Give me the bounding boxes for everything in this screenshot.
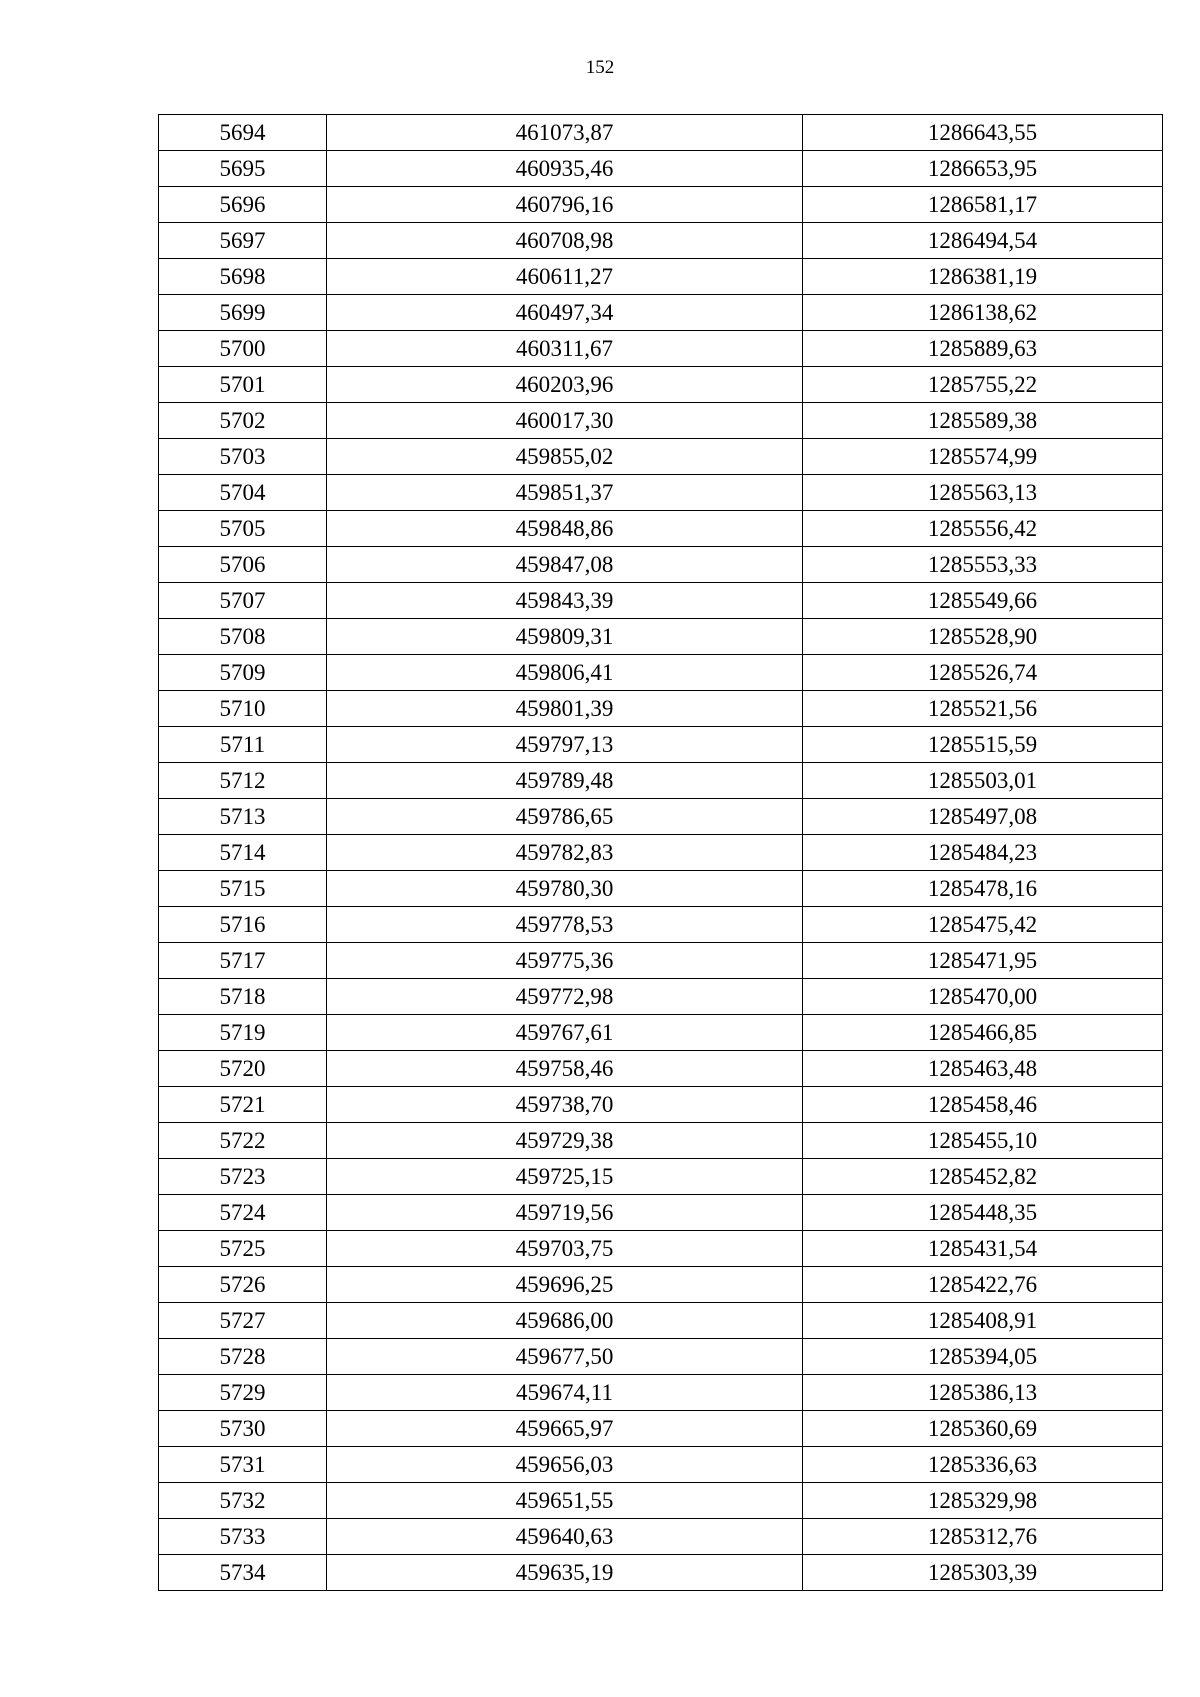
table-row xyxy=(159,331,1163,367)
point-number-cell: 5721 xyxy=(159,1087,327,1123)
table-row xyxy=(159,763,1163,799)
x-coordinate-cell: 460708,98 xyxy=(327,223,803,259)
y-coordinate-cell: 1286581,17 xyxy=(803,187,1163,223)
point-number-cell: 5723 xyxy=(159,1159,327,1195)
x-coordinate-cell: 459674,11 xyxy=(327,1375,803,1411)
point-number-cell: 5734 xyxy=(159,1555,327,1591)
y-coordinate-cell: 1285386,13 xyxy=(803,1375,1163,1411)
table-row xyxy=(159,1483,1163,1519)
table-row xyxy=(159,1051,1163,1087)
y-coordinate-cell: 1285336,63 xyxy=(803,1447,1163,1483)
table-row xyxy=(159,1447,1163,1483)
page-number: 152 xyxy=(585,57,615,78)
table-row xyxy=(159,475,1163,511)
table-row xyxy=(159,1159,1163,1195)
y-coordinate-cell: 1285589,38 xyxy=(803,403,1163,439)
y-coordinate-cell: 1285466,85 xyxy=(803,1015,1163,1051)
point-number-cell: 5702 xyxy=(159,403,327,439)
x-coordinate-cell: 459677,50 xyxy=(327,1339,803,1375)
x-coordinate-cell: 459782,83 xyxy=(327,835,803,871)
point-number-cell: 5711 xyxy=(159,727,327,763)
y-coordinate-cell: 1285528,90 xyxy=(803,619,1163,655)
point-number-cell: 5724 xyxy=(159,1195,327,1231)
x-coordinate-cell: 459640,63 xyxy=(327,1519,803,1555)
x-coordinate-cell: 460017,30 xyxy=(327,403,803,439)
y-coordinate-cell: 1285329,98 xyxy=(803,1483,1163,1519)
y-coordinate-cell: 1285458,46 xyxy=(803,1087,1163,1123)
point-number-cell: 5708 xyxy=(159,619,327,655)
table-row xyxy=(159,259,1163,295)
x-coordinate-cell: 459809,31 xyxy=(327,619,803,655)
table-row xyxy=(159,115,1163,151)
table-row xyxy=(159,619,1163,655)
point-number-cell: 5701 xyxy=(159,367,327,403)
y-coordinate-cell: 1285431,54 xyxy=(803,1231,1163,1267)
x-coordinate-cell: 459843,39 xyxy=(327,583,803,619)
table-row xyxy=(159,1267,1163,1303)
point-number-cell: 5696 xyxy=(159,187,327,223)
y-coordinate-cell: 1286653,95 xyxy=(803,151,1163,187)
y-coordinate-cell: 1285394,05 xyxy=(803,1339,1163,1375)
point-number-cell: 5700 xyxy=(159,331,327,367)
x-coordinate-cell: 459806,41 xyxy=(327,655,803,691)
y-coordinate-cell: 1285484,23 xyxy=(803,835,1163,871)
x-coordinate-cell: 460796,16 xyxy=(327,187,803,223)
table-row xyxy=(159,1303,1163,1339)
y-coordinate-cell: 1285755,22 xyxy=(803,367,1163,403)
x-coordinate-cell: 460311,67 xyxy=(327,331,803,367)
point-number-cell: 5704 xyxy=(159,475,327,511)
table-row xyxy=(159,1195,1163,1231)
x-coordinate-cell: 459801,39 xyxy=(327,691,803,727)
table-row xyxy=(159,943,1163,979)
y-coordinate-cell: 1285549,66 xyxy=(803,583,1163,619)
x-coordinate-cell: 459729,38 xyxy=(327,1123,803,1159)
y-coordinate-cell: 1286643,55 xyxy=(803,115,1163,151)
y-coordinate-cell: 1286381,19 xyxy=(803,259,1163,295)
x-coordinate-cell: 460497,34 xyxy=(327,295,803,331)
y-coordinate-cell: 1285553,33 xyxy=(803,547,1163,583)
point-number-cell: 5706 xyxy=(159,547,327,583)
x-coordinate-cell: 459635,19 xyxy=(327,1555,803,1591)
point-number-cell: 5710 xyxy=(159,691,327,727)
point-number-cell: 5725 xyxy=(159,1231,327,1267)
y-coordinate-cell: 1285515,59 xyxy=(803,727,1163,763)
point-number-cell: 5712 xyxy=(159,763,327,799)
table-row xyxy=(159,151,1163,187)
coordinates-table-body xyxy=(159,115,1163,1591)
y-coordinate-cell: 1285521,56 xyxy=(803,691,1163,727)
x-coordinate-cell: 459775,36 xyxy=(327,943,803,979)
y-coordinate-cell: 1285471,95 xyxy=(803,943,1163,979)
x-coordinate-cell: 459703,75 xyxy=(327,1231,803,1267)
x-coordinate-cell: 459848,86 xyxy=(327,511,803,547)
point-number-cell: 5730 xyxy=(159,1411,327,1447)
x-coordinate-cell: 459789,48 xyxy=(327,763,803,799)
point-number-cell: 5716 xyxy=(159,907,327,943)
x-coordinate-cell: 459725,15 xyxy=(327,1159,803,1195)
y-coordinate-cell: 1285470,00 xyxy=(803,979,1163,1015)
point-number-cell: 5707 xyxy=(159,583,327,619)
table-row xyxy=(159,1519,1163,1555)
table-row xyxy=(159,1087,1163,1123)
point-number-cell: 5728 xyxy=(159,1339,327,1375)
x-coordinate-cell: 459665,97 xyxy=(327,1411,803,1447)
point-number-cell: 5715 xyxy=(159,871,327,907)
y-coordinate-cell: 1285563,13 xyxy=(803,475,1163,511)
y-coordinate-cell: 1285889,63 xyxy=(803,331,1163,367)
x-coordinate-cell: 460611,27 xyxy=(327,259,803,295)
x-coordinate-cell: 459786,65 xyxy=(327,799,803,835)
point-number-cell: 5726 xyxy=(159,1267,327,1303)
x-coordinate-cell: 459767,61 xyxy=(327,1015,803,1051)
table-row xyxy=(159,367,1163,403)
table-row xyxy=(159,655,1163,691)
x-coordinate-cell: 459758,46 xyxy=(327,1051,803,1087)
table-row xyxy=(159,1231,1163,1267)
point-number-cell: 5727 xyxy=(159,1303,327,1339)
table-row xyxy=(159,511,1163,547)
point-number-cell: 5697 xyxy=(159,223,327,259)
table-row xyxy=(159,907,1163,943)
point-number-cell: 5720 xyxy=(159,1051,327,1087)
y-coordinate-cell: 1285463,48 xyxy=(803,1051,1163,1087)
point-number-cell: 5733 xyxy=(159,1519,327,1555)
point-number-cell: 5714 xyxy=(159,835,327,871)
y-coordinate-cell: 1285556,42 xyxy=(803,511,1163,547)
point-number-cell: 5719 xyxy=(159,1015,327,1051)
table-row xyxy=(159,727,1163,763)
point-number-cell: 5713 xyxy=(159,799,327,835)
point-number-cell: 5698 xyxy=(159,259,327,295)
x-coordinate-cell: 459778,53 xyxy=(327,907,803,943)
table-row xyxy=(159,1375,1163,1411)
point-number-cell: 5695 xyxy=(159,151,327,187)
x-coordinate-cell: 460203,96 xyxy=(327,367,803,403)
x-coordinate-cell: 461073,87 xyxy=(327,115,803,151)
x-coordinate-cell: 459797,13 xyxy=(327,727,803,763)
point-number-cell: 5729 xyxy=(159,1375,327,1411)
x-coordinate-cell: 459780,30 xyxy=(327,871,803,907)
table-row xyxy=(159,1411,1163,1447)
y-coordinate-cell: 1285360,69 xyxy=(803,1411,1163,1447)
table-row xyxy=(159,835,1163,871)
table-row xyxy=(159,871,1163,907)
y-coordinate-cell: 1286494,54 xyxy=(803,223,1163,259)
x-coordinate-cell: 460935,46 xyxy=(327,151,803,187)
y-coordinate-cell: 1285448,35 xyxy=(803,1195,1163,1231)
table-row xyxy=(159,1555,1163,1591)
y-coordinate-cell: 1285452,82 xyxy=(803,1159,1163,1195)
x-coordinate-cell: 459696,25 xyxy=(327,1267,803,1303)
table-row xyxy=(159,691,1163,727)
table-row xyxy=(159,979,1163,1015)
point-number-cell: 5703 xyxy=(159,439,327,475)
y-coordinate-cell: 1285408,91 xyxy=(803,1303,1163,1339)
table-row xyxy=(159,1339,1163,1375)
y-coordinate-cell: 1285475,42 xyxy=(803,907,1163,943)
x-coordinate-cell: 459651,55 xyxy=(327,1483,803,1519)
table-row xyxy=(159,1123,1163,1159)
x-coordinate-cell: 459847,08 xyxy=(327,547,803,583)
point-number-cell: 5694 xyxy=(159,115,327,151)
table-row xyxy=(159,799,1163,835)
point-number-cell: 5705 xyxy=(159,511,327,547)
point-number-cell: 5731 xyxy=(159,1447,327,1483)
x-coordinate-cell: 459686,00 xyxy=(327,1303,803,1339)
table-row xyxy=(159,403,1163,439)
table-row xyxy=(159,295,1163,331)
point-number-cell: 5717 xyxy=(159,943,327,979)
y-coordinate-cell: 1285526,74 xyxy=(803,655,1163,691)
table-row xyxy=(159,583,1163,619)
point-number-cell: 5699 xyxy=(159,295,327,331)
y-coordinate-cell: 1285478,16 xyxy=(803,871,1163,907)
y-coordinate-cell: 1285574,99 xyxy=(803,439,1163,475)
point-number-cell: 5732 xyxy=(159,1483,327,1519)
x-coordinate-cell: 459851,37 xyxy=(327,475,803,511)
y-coordinate-cell: 1285312,76 xyxy=(803,1519,1163,1555)
y-coordinate-cell: 1286138,62 xyxy=(803,295,1163,331)
x-coordinate-cell: 459772,98 xyxy=(327,979,803,1015)
y-coordinate-cell: 1285303,39 xyxy=(803,1555,1163,1591)
x-coordinate-cell: 459738,70 xyxy=(327,1087,803,1123)
point-number-cell: 5718 xyxy=(159,979,327,1015)
table-row xyxy=(159,439,1163,475)
x-coordinate-cell: 459855,02 xyxy=(327,439,803,475)
y-coordinate-cell: 1285422,76 xyxy=(803,1267,1163,1303)
y-coordinate-cell: 1285503,01 xyxy=(803,763,1163,799)
point-number-cell: 5709 xyxy=(159,655,327,691)
y-coordinate-cell: 1285497,08 xyxy=(803,799,1163,835)
table-row xyxy=(159,547,1163,583)
table-row xyxy=(159,223,1163,259)
y-coordinate-cell: 1285455,10 xyxy=(803,1123,1163,1159)
x-coordinate-cell: 459719,56 xyxy=(327,1195,803,1231)
coordinates-table xyxy=(158,114,1163,1591)
point-number-cell: 5722 xyxy=(159,1123,327,1159)
table-row xyxy=(159,187,1163,223)
table-row xyxy=(159,1015,1163,1051)
x-coordinate-cell: 459656,03 xyxy=(327,1447,803,1483)
